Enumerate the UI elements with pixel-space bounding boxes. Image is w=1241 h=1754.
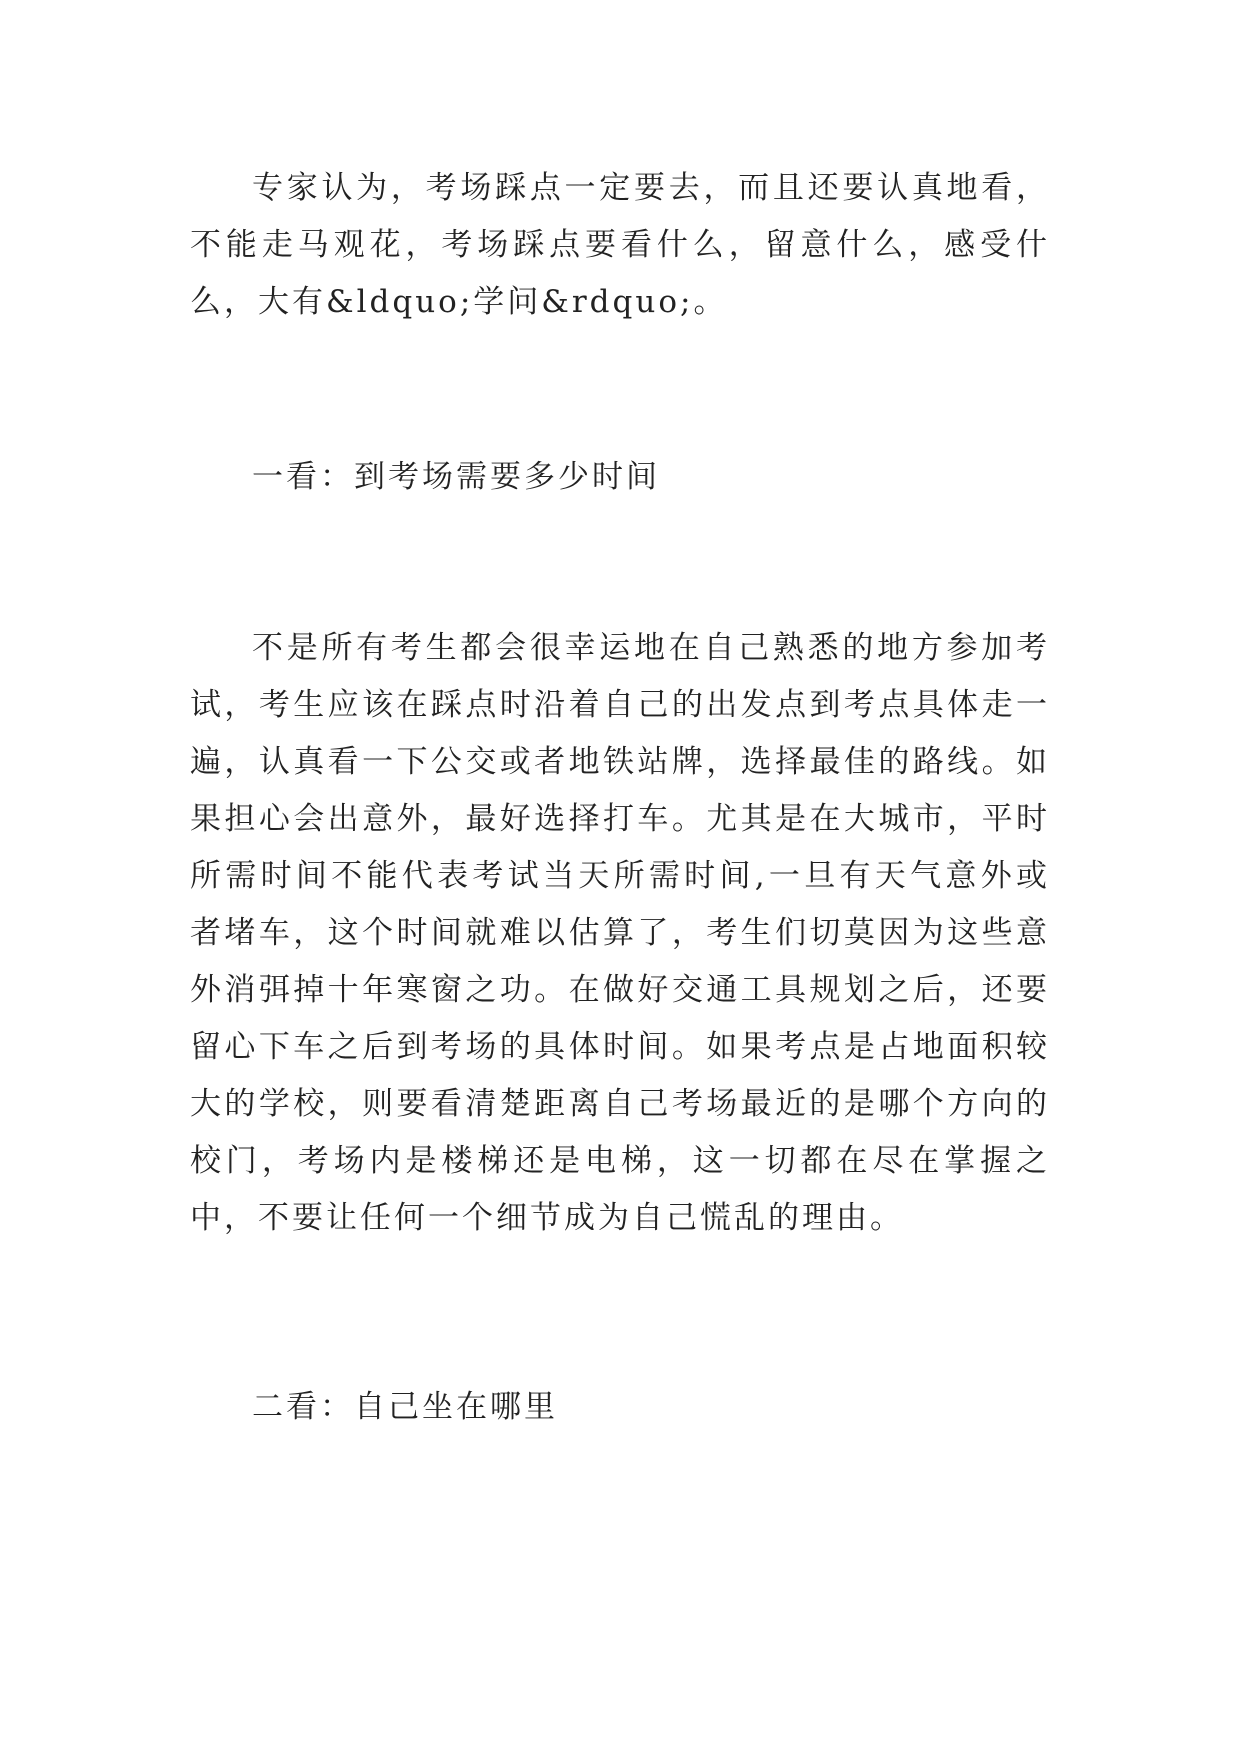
section-heading-travel-time: 一看：到考场需要多少时间	[252, 459, 660, 495]
intro-paragraph: 专家认为，考场踩点一定要去，而且还要认真地看，不能走马观花，考场踩点要看什么，留意什么，感受什么，大有&ldquo;学问&rdquo;。	[190, 170, 1050, 320]
section-heading-seat-location: 二看：自己坐在哪里	[252, 1389, 558, 1425]
section-paragraph-travel-time: 不是所有考生都会很幸运地在自己熟悉的地方参加考试，考生应该在踩点时沿着自己的出发点到考点具体走一遍，认真看一下公交或者地铁站牌，选择最佳的路线。如果担心会出意外，最好选择打车。尤其是在大城市，平时所需时间不能代表考试当天所需时间,一旦有天气意外或者堵车，这个时间就难以估算了，考生们切莫因为这些意外消弭掉十年寒窗之功。在做好交通工具规划之后，还要留心下车之后到考场的具体时间。如果考点是占地面积较大的学校，则要看清楚距离自己考场最近的是哪个方向的校门，考场内是楼梯还是电梯，这一切都在尽在掌握之中，不要让任何一个细节成为自己慌乱的理由。	[190, 630, 1050, 1236]
